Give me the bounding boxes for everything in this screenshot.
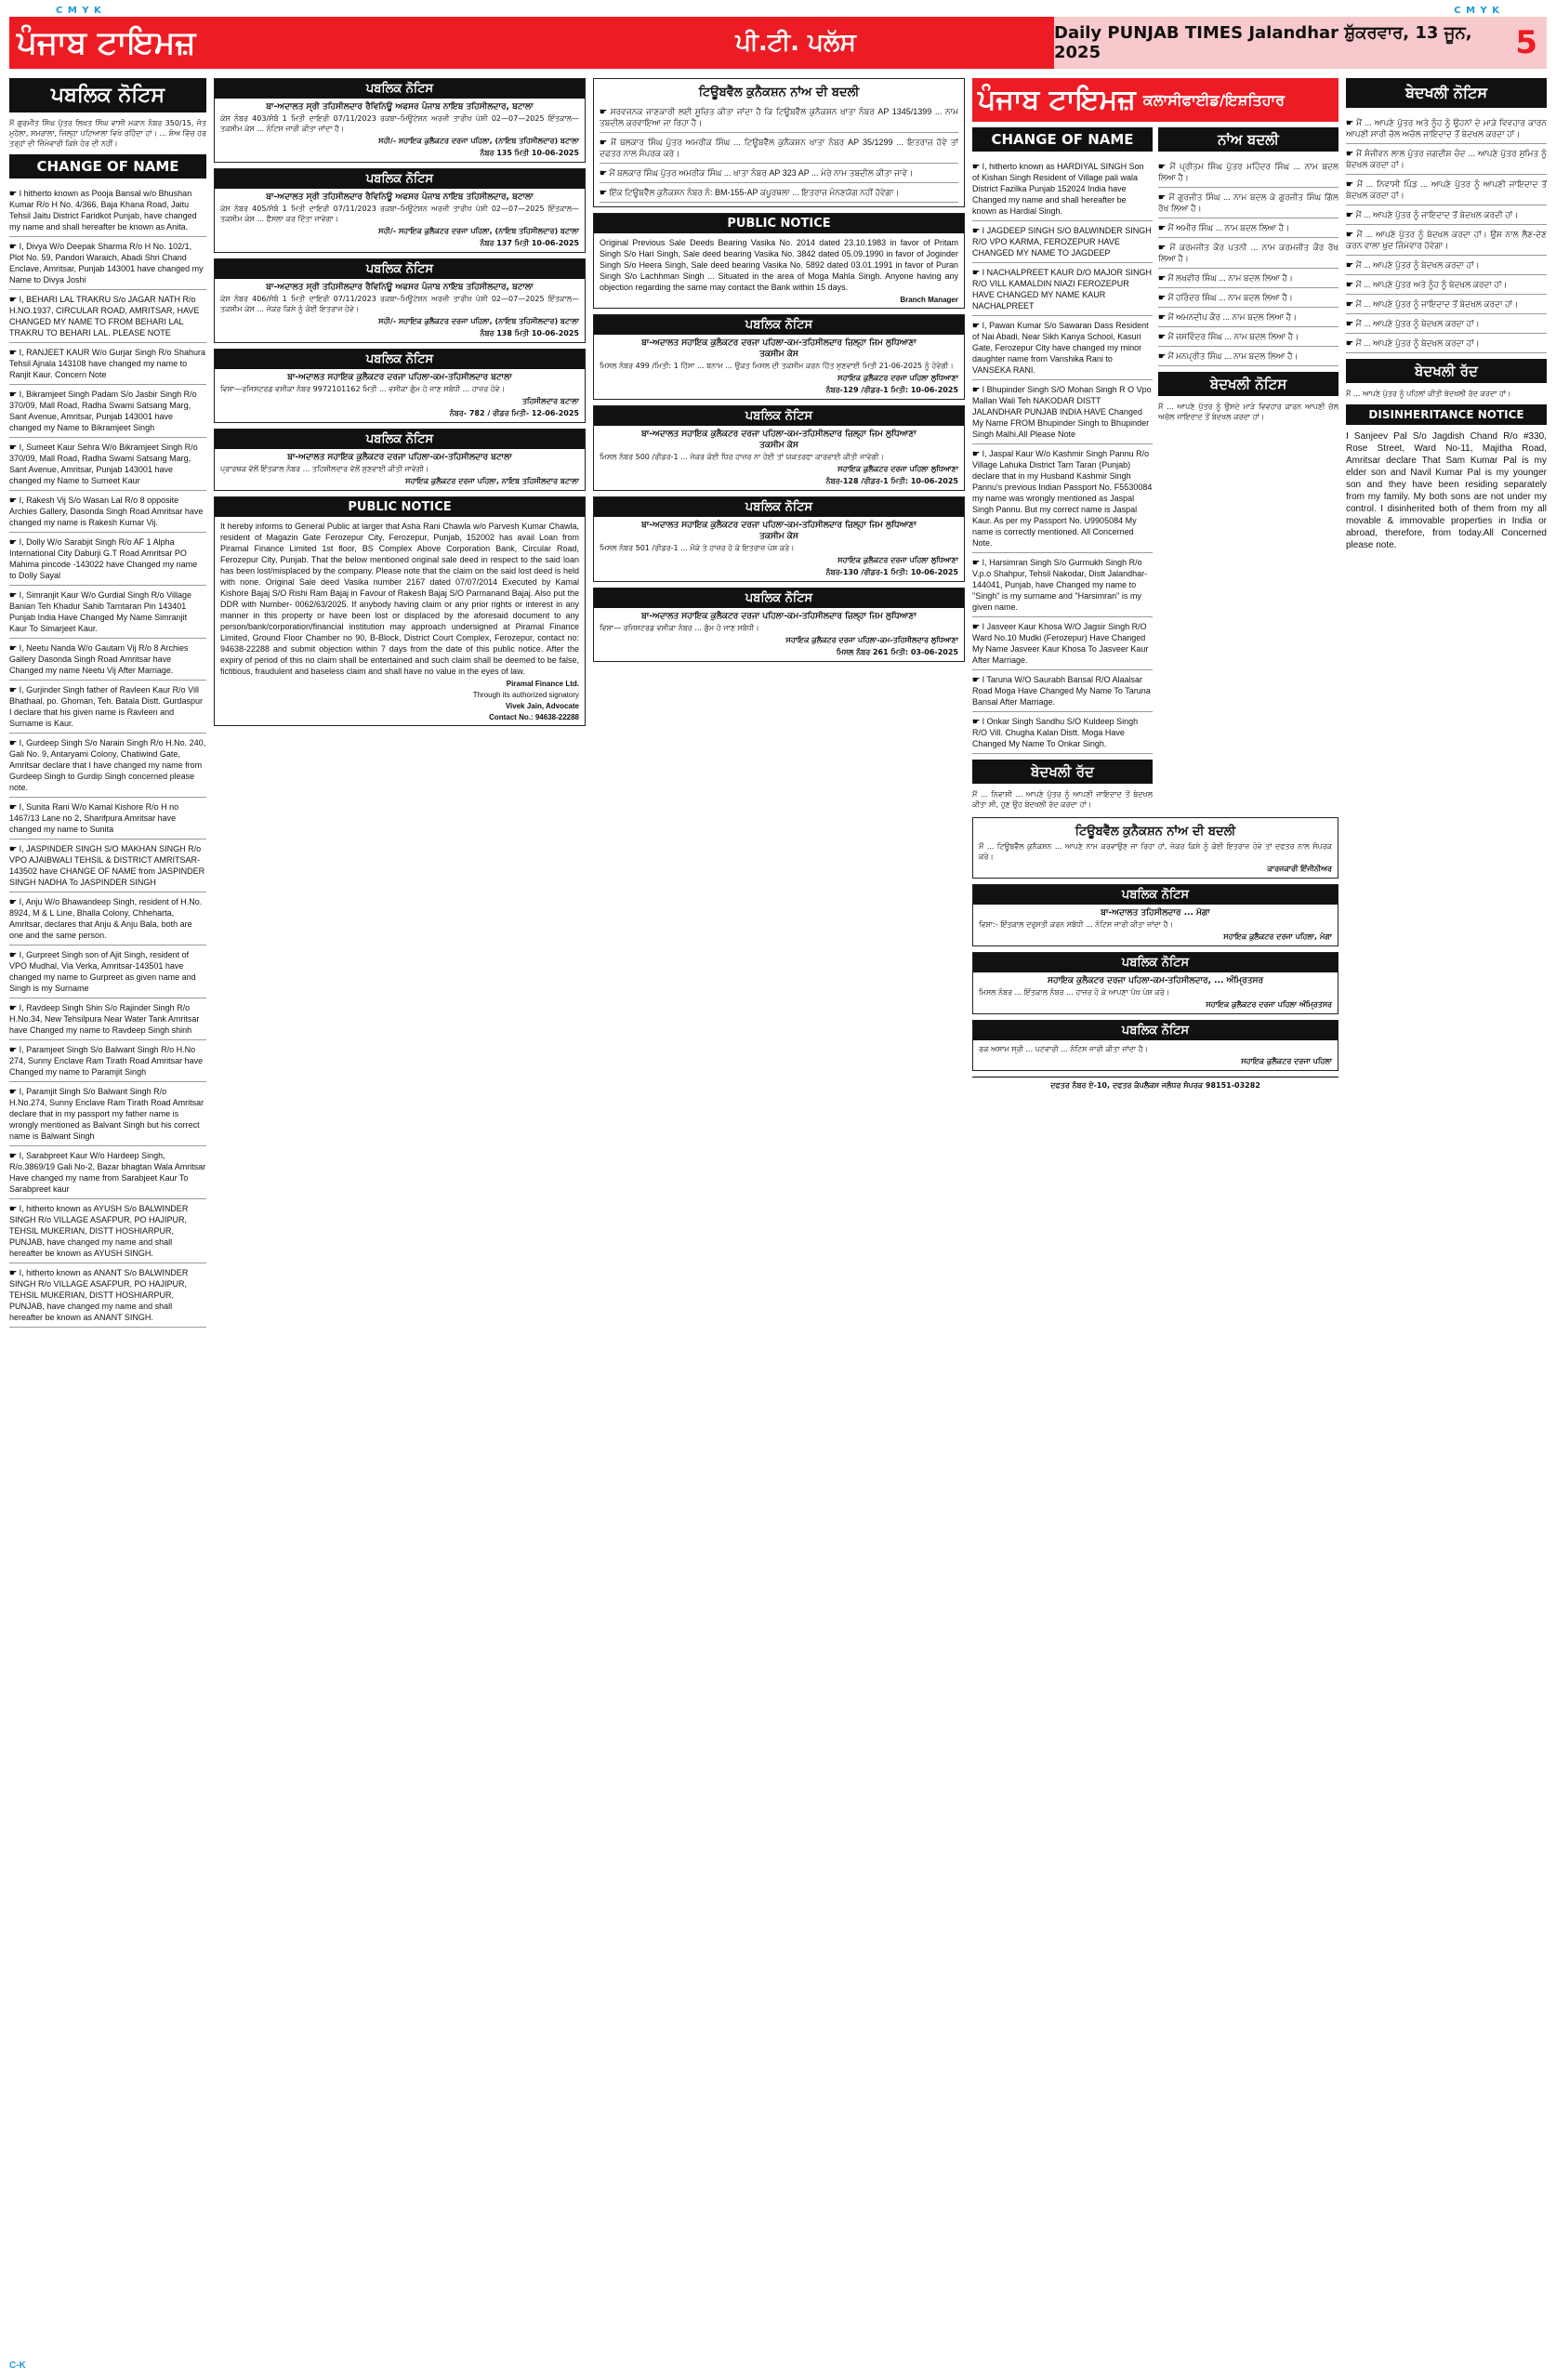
pointer-icon: ☛: [9, 496, 20, 505]
pointer-icon: ☛: [1158, 293, 1168, 302]
notice-signature: ਤਹਿਸੀਲਦਾਰ ਬਟਾਲਾ: [521, 397, 579, 405]
notice-item: [9, 892, 206, 945]
newspaper-logo: ਪੰਜਾਬ ਟਾਇਮਜ਼: [17, 24, 196, 61]
pointer-icon: ☛: [972, 162, 982, 171]
pointer-icon: ☛: [972, 622, 982, 631]
notice-title: ਪਬਲਿਕ ਨੋਟਿਸ: [215, 350, 585, 369]
notice-subtitle: ਬਾ-ਅਦਾਲਤ ਸ੍ਰੀ ਤਹਿਸੀਲਦਾਰ ਰੈਵਿਨਿਊ ਅਫਸਰ ਪੰਜਾਬ ਨਾਇਬ ਤਹਿਸੀਲਦਾਰ, ਬਟਾਲਾ: [266, 192, 534, 202]
pointer-icon: ☛: [972, 449, 982, 458]
notice-subtitle: ਬਾ-ਅਦਾਲਤ ਸਹਾਇਕ ਕੁਲੈਕਟਰ ਦਰਜਾ ਪਹਿਲਾ-ਕਮ-ਤਹਿਸੀਲਦਾਰ ਜ਼ਿਲ੍ਹਾ ਜਿਮ ਲੁਧਿਆਣਾ: [641, 338, 916, 348]
pointer-icon: ☛: [1158, 162, 1170, 171]
bank-notice-title: PUBLIC NOTICE: [594, 214, 964, 233]
bedakhli-notice-title: ਬੇਦਖਲੀ ਨੋਟਿਸ: [1158, 372, 1338, 396]
notice-text: I, Dolly W/o Sarabjit Singh R/o AF 1 Alpha International City Daburji G.T Road Amritsar PO Mahima pincode -143022 have Changed my name to Dolly Sayal: [9, 537, 198, 580]
pointer-icon: ☛: [972, 321, 982, 330]
masthead-date-area: [1054, 17, 1547, 69]
notice-item: [9, 639, 206, 681]
notice-item: [9, 840, 206, 892]
pointer-icon: ☛: [1158, 243, 1170, 252]
notice-item: [972, 221, 1153, 263]
change-of-name-banner: CHANGE OF NAME: [9, 154, 206, 178]
notice-text: ਮੈਂ ... ਆਪਣੇ ਪੁੱਤਰ ਅਤੇ ਨੂੰਹ ਨੂੰ ਬੇਦਖਲ ਕਰਦਾ ਹਾਂ।: [1355, 280, 1508, 289]
notice-title: ਪਬਲਿਕ ਨੋਟਿਸ: [215, 430, 585, 449]
notice-body: ਮਿਸਲ ਨੰਬਰ 499 /ਮਿਤੀ: 1 ਹਿੱਸਾ ... ਬਨਾਮ ... ਉਕਤ ਮਿਸਲ ਦੀ ਤਕਸੀਮ ਕਰਨ ਹਿੱਤ ਸੁਣਵਾਈ ਮਿਤੀ 21-06-2025 ਨੂੰ ਹੋਵੇਗੀ।: [600, 362, 954, 370]
column-3: [593, 78, 965, 2343]
notice-text: ਮੈਂ ਮਨਪ੍ਰੀਤ ਸਿੰਘ ... ਨਾਮ ਬਦਲ ਲਿਆ ਹੈ।: [1167, 351, 1299, 361]
notice-subtitle: ਬਾ-ਅਦਾਲਤ ਸ੍ਰੀ ਤਹਿਸੀਲਦਾਰ ਰੈਵਿਨਿਊ ਅਫਸਰ ਪੰਜਾਬ ਨਾਇਬ ਤਹਿਸੀਲਦਾਰ, ਬਟਾਲਾ: [266, 102, 534, 112]
notice-text: I Taruna W/O Saurabh Bansal R/O Alaalsar Road Moga Have Changed My Name To Taruna Bansal After Marriage.: [972, 675, 1151, 707]
notice-item: [9, 1263, 206, 1328]
tubewell-name-change: [593, 78, 965, 207]
notice-signature: ਸਹਾਇਕ ਕੁਲੈਕਟਰ ਦਰਜਾ ਪਹਿਲਾ ਲੁਧਿਆਣਾ: [837, 556, 958, 564]
change-of-name-entries: [972, 157, 1153, 754]
notice-signature: ਸਹੀ/- ਸਹਾਇਕ ਕੁਲੈਕਟਰ ਦਰਜਾ ਪਹਿਲਾ, (ਨਾਇਬ ਤਹਿਸੀਲਦਾਰ) ਬਟਾਲਾ: [378, 137, 579, 145]
public-notice-box: [593, 405, 965, 491]
notice-c-title: ਪਬਲਿਕ ਨੋਟਿਸ: [973, 1021, 1338, 1040]
notice-item: [1346, 225, 1547, 256]
notice-reference: ਨੰਬਰ 138 ਮਿਤੀ 10-06-2025: [480, 329, 579, 337]
change-of-name-title: CHANGE OF NAME: [972, 127, 1153, 152]
public-notice-a: [972, 884, 1338, 946]
notice-title: ਪਬਲਿਕ ਨੋਟਿਸ: [594, 315, 964, 335]
pointer-icon: ☛: [1158, 312, 1168, 322]
notice-signature: ਸਹਾਇਕ ਕੁਲੈਕਟਰ ਦਰਜਾ ਪਹਿਲਾ ਲੁਧਿਆਣਾ: [837, 465, 958, 473]
pointer-icon: ☛: [9, 242, 20, 251]
notice-item: [600, 183, 958, 203]
notice-item: [1158, 327, 1338, 347]
public-notice-box: [214, 78, 586, 163]
notice-text: ਮੈਂ ਹਰਿੰਦਰ ਸਿੰਘ ... ਨਾਮ ਬਦਲ ਲਿਆ ਹੈ।: [1167, 293, 1293, 302]
notice-body: ਮਿਸਲ ਨੰਬਰ 500 /ਰੀਡਰ-1 ... ਜੇਕਰ ਕੋਈ ਧਿਰ ਹਾਜ਼ਰ ਨਾ ਹੋਈ ਤਾਂ ਯਕਤਰਫਾ ਕਾਰਵਾਈ ਕੀਤੀ ਜਾਵੇਗੀ।: [600, 453, 884, 461]
notice-body: ਮਿਸਲ ਨੰਬਰ 501 /ਰੀਡਰ-1 ... ਮੌਕੇ ਤੇ ਹਾਜ਼ਰ ਹੋ ਕੇ ਇਤਰਾਜ਼ ਪੇਸ਼ ਕਰੇ।: [600, 544, 795, 552]
notice-a-body: ਵਿਸ਼ਾ:- ਇੰਤਕਾਲ ਦਰੁਸਤੀ ਕਰਨ ਸਬੰਧੀ ... ਨੋਟਿਸ ਜਾਰੀ ਕੀਤਾ ਜਾਂਦਾ ਹੈ।: [979, 920, 1173, 929]
notice-body: ਕੇਸ ਨੰਬਰ 403/ਸੰਬੰ 1 ਮਿਤੀ ਦਾਇਰੀ 07/11/2023 ਰਕਬਾ–ਮਿਊਟੇਸ਼ਨ ਅਰਜ਼ੀ ਤਾਰੀਖ ਪੇਸ਼ੀ 02—07—2025 ਇੰਤਕਾਲ—ਤਕਸੀਮ ਕੇਸ ... ਨੋਟਿਸ ਜਾਰੀ ਕੀਤਾ ਜਾਂਦਾ ਹੈ।: [220, 114, 579, 133]
notice-c-sig: ਸਹਾਇਕ ਕੁਲੈਕਟਰ ਦਰਜਾ ਪਹਿਲਾ: [1241, 1057, 1332, 1065]
public-notice-box: [593, 496, 965, 582]
notice-item: [1158, 188, 1338, 218]
notice-text: ਮੈਂ ... ਆਪਣੇ ਪੁੱਤਰ ਨੂੰ ਬੇਦਖਲ ਕਰਦਾ ਹਾਂ।: [1355, 260, 1480, 270]
public-notice-b: [972, 952, 1338, 1014]
notice-item: [1158, 238, 1338, 269]
english-sig-1: Piramal Finance Ltd.: [506, 680, 579, 688]
bank-public-notice: [593, 213, 965, 309]
notice-item: [9, 798, 206, 840]
notice-item: [9, 734, 206, 798]
notice-item: [600, 102, 958, 133]
notice-reference: ਨੰਬਰ-130 /ਰੀਡਰ-1 ਮਿਤੀ: 10-06-2025: [825, 568, 958, 576]
pointer-icon: ☛: [600, 188, 610, 197]
pointer-icon: ☛: [1346, 319, 1356, 328]
bedakhli-radd-banner: ਬੇਦਖਲੀ ਰੱਦ: [1346, 359, 1547, 383]
tubewell-c4-title: ਟਿਊਬਵੈੱਲ ਕੁਨੈਕਸ਼ਨ ਨਾਂਅ ਦੀ ਬਦਲੀ: [1075, 825, 1236, 839]
notice-text: ਮੈਂ ... ਆਪਣੇ ਪੁੱਤਰ ਨੂੰ ਬੇਦਖਲ ਕਰਦਾ ਹਾਂ। ਉਸ ਨਾਲ ਲੈਣ-ਦੇਣ ਕਰਨ ਵਾਲਾ ਖੁਦ ਜ਼ਿੰਮੇਵਾਰ ਹੋਵੇਗਾ।: [1346, 230, 1547, 250]
notice-signature: ਸਹੀ/- ਸਹਾਇਕ ਕੁਲੈਕਟਰ ਦਰਜਾ ਪਹਿਲਾ, (ਨਾਇਬ ਤਹਿਸੀਲਦਾਰ) ਬਟਾਲਾ: [378, 317, 579, 325]
pointer-icon: ☛: [9, 1268, 20, 1277]
notice-text: ਮੈਂ ਅਮਨਦੀਪ ਕੌਰ ... ਨਾਮ ਬਦਲ ਲਿਆ ਹੈ।: [1167, 312, 1298, 322]
notice-item: [1346, 205, 1547, 225]
notice-text: ਇੱਕ ਟਿਊਬਵੈੱਲ ਕੁਨੈਕਸ਼ਨ ਨੰਬਰ ਨੰ: BM-155-AP ਕਪੂਰਥਲਾ ... ਇਤਰਾਜ਼ ਮੰਨਣਯੋਗ ਨਹੀਂ ਹੋਵੇਗਾ।: [609, 188, 900, 197]
bedakhli-radd-title: ਬੇਦਖਲੀ ਰੱਦ: [972, 760, 1153, 784]
notice-text: ਮੈਂ ਬਲਕਾਰ ਸਿੰਘ ਪੁੱਤਰ ਅਮਰੀਕ ਸਿੰਘ ... ਖਾਤਾ ਨੰਬਰ AP 323 AP ... ਮੇਰੇ ਨਾਮ ਤਬਦੀਲ ਕੀਤਾ ਜਾਵੇ।: [609, 168, 914, 178]
notice-a-sig: ਸਹਾਇਕ ਕੁਲੈਕਟਰ ਦਰਜਾ ਪਹਿਲਾ, ਮੋਗਾ: [1223, 932, 1332, 941]
notice-item: [9, 343, 206, 385]
bedakhli-radd-body: ਮੈਂ ... ਨਿਵਾਸੀ ... ਆਪਣੇ ਪੁੱਤਰ ਨੂੰ ਆਪਣੀ ਜਾਇਦਾਦ ਤੋਂ ਬੇਦਖਲ ਕੀਤਾ ਸੀ, ਹੁਣ ਉਹ ਬੇਦਖਲੀ ਰੱਦ ਕਰਦਾ ਹਾਂ।: [972, 790, 1153, 809]
notice-reference: ਮਿਸਲ ਨੰਬਰ 261 ਮਿਤੀ: 03-06-2025: [836, 648, 958, 656]
notice-signature: ਸਹਾਇਕ ਕੁਲੈਕਟਰ ਦਰਜਾ ਪਹਿਲਾ ਲੁਧਿਆਣਾ: [837, 374, 958, 382]
notice-title: ਪਬਲਿਕ ਨੋਟਿਸ: [215, 259, 585, 279]
notice-text: I, RANJEET KAUR W/o Gurjar Singh R/o Shahura Tehsil Ajnala 143108 have changed my name to Ranjit Kaur. Concern Note: [9, 348, 205, 379]
notice-item: [1346, 295, 1547, 314]
cmyk-mark-left: C M Y K: [56, 6, 102, 16]
notice-subtitle: ਬਾ-ਅਦਾਲਤ ਸ੍ਰੀ ਤਹਿਸੀਲਦਾਰ ਰੈਵਿਨਿਊ ਅਫਸਰ ਪੰਜਾਬ ਨਾਇਬ ਤਹਿਸੀਲਦਾਰ, ਬਟਾਲਾ: [266, 283, 534, 292]
pointer-icon: ☛: [9, 897, 20, 906]
notice-text: I, Anju W/o Bhawandeep Singh, resident of H.No. 8924, M & L Line, Bhalla Colony, Chheharta, Amritsar, declares that Anju & Anju Bala, both are one and the same person.: [9, 897, 203, 940]
pointer-icon: ☛: [1158, 192, 1169, 202]
notice-text: ਮੈਂ ... ਨਿਵਾਸੀ ਪਿੰਡ ... ਆਪਣੇ ਪੁੱਤਰ ਨੂੰ ਆਪਣੀ ਜਾਇਦਾਦ ਤੋਂ ਬੇਦਖਲ ਕਰਦਾ ਹਾਂ।: [1346, 179, 1547, 200]
notice-c-body: ਰਕ ਅਸਾਮ ਸ੍ਰੀ ... ਪਟਵਾਰੀ ... ਨੋਟਿਸ ਜਾਰੀ ਕੀਤਾ ਜਾਂਦਾ ਹੈ।: [979, 1045, 1149, 1053]
pointer-icon: ☛: [600, 107, 611, 116]
notice-signature: ਸਹਾਇਕ ਕੁਲੈਕਟਰ ਦਰਜਾ ਪਹਿਲਾ-ਕਮ-ਤਹਿਸੀਲਦਾਰ ਲੁਧਿਆਣਾ: [785, 636, 958, 644]
notice-item: [9, 184, 206, 237]
notice-subtitle-2: ਤਕਸੀਮ ਕੇਸ: [759, 532, 798, 541]
notice-item: [1346, 314, 1547, 334]
notice-item: [9, 1082, 206, 1146]
pointer-icon: ☛: [9, 950, 20, 959]
notice-b-sub: ਸਹਾਇਕ ਕੁਲੈਕਟਰ ਦਰਜਾ ਪਹਿਲਾ-ਕਮ-ਤਹਿਸੀਲਦਾਰ, ... ਅੰਮ੍ਰਿਤਸਰ: [1047, 976, 1264, 985]
notice-subtitle: ਬਾ-ਅਦਾਲਤ ਸਹਾਇਕ ਕੁਲੈਕਟਰ ਦਰਜਾ ਪਹਿਲਾ-ਕਮ-ਤਹਿਸੀਲਦਾਰ ਬਟਾਲਾ: [287, 373, 512, 382]
notice-text: I Onkar Singh Sandhu S/O Kuldeep Singh R/O Vill. Chugha Kalan Distt. Moga Have Changed My Name To Onkar Singh.: [972, 717, 1139, 748]
bank-notice-body: Original Previous Sale Deeds Bearing Vasika No. 2014 dated 23.10.1983 in favor of Pritam Singh S/o Hari Singh, Sale deed bearing Vasika No. 3842 dated 05.09.1990 in favor of Joginder Singh S/o Heera Singh, Sale deed bearing Vasika No. 5892 dated 03.01.1991 in favor of Puran Singh S/o Lachhman Singh ... Situated in the area of Moga Mahla Singh. Anyone having any objection regarding the same may contact the Bank within 15 days.: [600, 238, 958, 292]
notice-text: I, hitherto known as HARDIYAL SINGH Son of Kishan Singh Resident of Village pali wala District Fazilka Punjab 152024 India have Changed my name and shall hereafter be known as Hardial Singh.: [972, 162, 1144, 216]
pointer-icon: ☛: [9, 1045, 20, 1054]
notice-item: [1346, 175, 1547, 205]
notice-subtitle-2: ਤਕਸੀਮ ਕੇਸ: [759, 350, 798, 359]
notice-text: ਮੈਂ ਜਸਵਿੰਦਰ ਸਿੰਘ ... ਨਾਮ ਬਦਲ ਲਿਆ ਹੈ।: [1167, 332, 1299, 341]
notice-text: I, Bikramjeet Singh Padam S/o Jasbir Singh R/o 370/09, Mall Road, Radha Swami Satsang Marg, Sant Avenue, Amritsar, Punjab 143001 have changed my Name to Bikramjeet Singh: [9, 390, 197, 432]
notice-subtitle: ਬਾ-ਅਦਾਲਤ ਸਹਾਇਕ ਕੁਲੈਕਟਰ ਦਰਜਾ ਪਹਿਲਾ-ਕਮ-ਤਹਿਸੀਲਦਾਰ ਜ਼ਿਲ੍ਹਾ ਜਿਮ ਲੁਧਿਆਣਾ: [641, 430, 916, 439]
pointer-icon: ☛: [9, 685, 20, 694]
pointer-icon: ☛: [600, 168, 610, 178]
pointer-icon: ☛: [1346, 280, 1356, 289]
notice-item: [9, 533, 206, 586]
notice-item: [972, 617, 1153, 670]
public-notice-box: [593, 314, 965, 400]
notice-item: [9, 681, 206, 734]
notice-item: [972, 157, 1153, 221]
bedakhli-notice-banner: ਬੇਦਖਲੀ ਨੋਟਿਸ: [1346, 78, 1547, 108]
notice-text: I, Pawan Kumar S/o Sawaran Dass Resident of Nai Abadi, Near Sikh Kanya School, Kasuri Gate, Ferozepur City have changed my minor daughter name from Vanshika Rani to VANSEKA RANI.: [972, 321, 1149, 375]
notice-item: [600, 133, 958, 164]
pointer-icon: ☛: [1346, 179, 1357, 189]
issue-date: Daily PUNJAB TIMES Jalandhar ਸ਼ੁੱਕਰਵਾਰ, 13 ਜੂਨ, 2025: [1054, 23, 1472, 62]
notice-item: [1158, 288, 1338, 308]
public-notice-banner: ਪਬਲਿਕ ਨੋਟਿਸ: [9, 78, 206, 112]
classified-logo: ਪੰਜਾਬ ਟਾਇਮਜ਼: [978, 84, 1136, 116]
pointer-icon: ☛: [1346, 299, 1356, 309]
notice-signature: ਸਹਾਇਕ ਕੁਲੈਕਟਰ ਦਰਜਾ ਪਹਿਲਾ, ਨਾਇਬ ਤਹਿਸੀਲਦਾਰ ਬਟਾਲਾ: [405, 477, 579, 485]
page-number: 5: [1515, 24, 1537, 61]
classified-left: [972, 127, 1153, 810]
notice-text: I, Harsimran Singh S/o Gurmukh Singh R/o V.p.o Shahpur, Tehsil Nakodar, Distt Jalandhar-144041, Punjab, have Changed my name to "Singh" is my surname and "Harsimran" is my given name.: [972, 558, 1148, 612]
pointer-icon: ☛: [9, 390, 20, 399]
notice-item: [9, 1199, 206, 1263]
english-public-notice: [214, 496, 586, 726]
notice-text: I, hitherto known as AYUSH S/o BALWINDER SINGH R/o VILLAGE ASAFPUR, PO HAJIPUR, TEHSIL MUKERIAN, DISTT HOSHIARPUR, PUNJAB, have changed my name and shall hereafter be known as AYUSH SINGH.: [9, 1204, 189, 1258]
naam-badli-title: ਨਾਂਅ ਬਦਲੀ: [1158, 127, 1338, 152]
notice-text: ਮੈਂ ਪ੍ਰੀਤਮ ਸਿੰਘ ਪੁੱਤਰ ਮਹਿੰਦਰ ਸਿੰਘ ... ਨਾਮ ਬਦਲ ਲਿਆ ਹੈ।: [1158, 162, 1338, 182]
notice-item: [9, 491, 206, 533]
notice-item: [972, 316, 1153, 380]
notice-text: I, JASPINDER SINGH S/O MAKHAN SINGH R/o VPO AJAIBWALI TEHSIL & DISTRICT AMRITSAR-143502 have CHANGE OF NAME from JASPINDER SINGH NADHA To JASPINDER SINGH: [9, 844, 205, 887]
notice-title: ਪਬਲਿਕ ਨੋਟਿਸ: [594, 497, 964, 517]
notice-text: I Jasveer Kaur Khosa W/O Jagsir Singh R/O Ward No.10 Mudki (Ferozepur) Have Changed My Name Jasveer Kaur Khosa To Jasveer Kaur After Marriage.: [972, 622, 1149, 665]
notice-body: ਵਿਸ਼ਾ—ਰਜਿਸਟਰਡ ਵਸੀਕਾ ਨੰਬਰ 9972101162 ਮਿਤੀ ... ਵਸੀਕਾ ਗੁੰਮ ਹੋ ਜਾਣ ਸਬੰਧੀ ... ਹਾਜ਼ਰ ਹੋਵੇ।: [220, 385, 506, 393]
notice-text: I, Neetu Nanda W/o Gautam Vij R/o 8 Archies Gallery Dasonda Singh Road Amritsar have Changed my name Neetu Vij After Marriage.: [9, 643, 189, 675]
notice-item: [9, 1040, 206, 1082]
masthead: [9, 17, 1547, 69]
column-5: [1346, 78, 1547, 2343]
notice-reference: ਨੰਬਰ 135 ਮਿਤੀ 10-06-2025: [480, 149, 579, 157]
pointer-icon: ☛: [972, 717, 982, 726]
notice-body: ਪ੍ਰਾਰਥਕ ਵੱਲੋਂ ਇੰਤਕਾਲ ਨੰਬਰ ... ਤਹਿਸੀਲਦਾਰ ਵੱਲੋਂ ਸੁਣਵਾਈ ਕੀਤੀ ਜਾਵੇਗੀ।: [220, 465, 429, 473]
public-notice-box: [214, 168, 586, 253]
notice-text: ਮੈਂ ਕਰਮਜੀਤ ਕੌਰ ਪਤਨੀ ... ਨਾਮ ਕਰਮਜੀਤ ਕੌਰ ਰੱਖ ਲਿਆ ਹੈ।: [1158, 243, 1338, 263]
pointer-icon: ☛: [9, 1087, 20, 1096]
pointer-icon: ☛: [972, 385, 982, 394]
notice-text: I, Sarabpreet Kaur W/o Hardeep Singh, R/o.3869/19 Gali No-2, Bazar bhagtan Wala Amritsar Have changed my name from Sarabjeet Kaur To Sarabpreet kaur: [9, 1151, 206, 1194]
notice-item: [1346, 256, 1547, 275]
notice-item: [1158, 308, 1338, 327]
notice-item: [9, 237, 206, 290]
notice-title: ਪਬਲਿਕ ਨੋਟਿਸ: [594, 406, 964, 426]
notice-text: ਸਰਵਜਨਕ ਜਾਣਕਾਰੀ ਲਈ ਸੂਚਿਤ ਕੀਤਾ ਜਾਂਦਾ ਹੈ ਕਿ ਟਿਊਬਵੈੱਲ ਕੁਨੈਕਸ਼ਨ ਖਾਤਾ ਨੰਬਰ AP 1345/1399 ... ਨਾਮ ਤਬਦੀਲ ਕਰਵਾਇਆ ਜਾ ਰਿਹਾ ਹੈ।: [600, 107, 958, 127]
pointer-icon: ☛: [972, 226, 982, 235]
classified-right: [1158, 127, 1338, 810]
bedakhli-notice-body: ਮੈਂ ... ਆਪਣੇ ਪੁੱਤਰ ਨੂੰ ਉਸਦੇ ਮਾੜੇ ਵਿਵਹਾਰ ਕਾਰਨ ਆਪਣੀ ਚੱਲ ਅਚੱਲ ਜਾਇਦਾਦ ਤੋਂ ਬੇਦਖਲ ਕਰਦਾ ਹਾਂ।: [1158, 403, 1338, 421]
notice-text: ਮੈਂ ... ਆਪਣੇ ਪੁੱਤਰ ਨੂੰ ਬੇਦਖਲ ਕਰਦਾ ਹਾਂ।: [1355, 338, 1480, 348]
notice-reference: ਨੰਬਰ 137 ਮਿਤੀ 10-06-2025: [480, 239, 579, 247]
pointer-icon: ☛: [9, 844, 20, 853]
tubewell-c4-body: ਮੈਂ ... ਟਿਊਬਵੈੱਲ ਕੁਨੈਕਸ਼ਨ ... ਆਪਣੇ ਨਾਮ ਕਰਵਾਉਣ ਜਾ ਰਿਹਾ ਹਾਂ, ਜੇਕਰ ਕਿਸੇ ਨੂੰ ਕੋਈ ਇਤਰਾਜ਼ ਹੋਵੇ ਤਾਂ ਦਫਤਰ ਨਾਲ ਸੰਪਰਕ ਕਰੇ।: [979, 842, 1332, 861]
notice-item: [972, 263, 1153, 316]
pointer-icon: ☛: [9, 643, 20, 653]
section-name: ਪੀ.ਟੀ. ਪਲੱਸ: [537, 17, 1054, 69]
notice-reference: ਨੰਬਰ-129 /ਰੀਡਰ-1 ਮਿਤੀ: 10-06-2025: [825, 386, 958, 394]
notice-text: I hitherto known as Pooja Bansal w/o Bhushan Kumar R/o H No. 4/366, Baja Khana Road, Jaitu Tehsil Jaitu District Faridkot Punjab, have changed my name and shall hereafter be known as Anita.: [9, 189, 197, 231]
notice-text: ਮੈਂ ... ਆਪਣੇ ਪੁੱਤਰ ਨੂੰ ਜਾਇਦਾਦ ਤੋਂ ਬੇਦਖਲ ਕਰਦੀ ਹਾਂ।: [1355, 210, 1519, 219]
public-notice-c: [972, 1020, 1338, 1071]
notice-reference: ਨੰਬਰ-128 /ਰੀਡਰ-1 ਮਿਤੀ: 10-06-2025: [825, 477, 958, 485]
notice-b-sig: ਸਹਾਇਕ ਕੁਲੈਕਟਰ ਦਰਜਾ ਪਹਿਲਾ ਅੰਮ੍ਰਿਤਸਰ: [1206, 1000, 1332, 1009]
classified-banner: [972, 78, 1338, 122]
notice-item: [1158, 157, 1338, 188]
intro-notice: ਮੈਂ ਗੁਰਮੀਤ ਸਿੰਘ ਪੁੱਤਰ ਲਿਖਤ ਸਿੰਘ ਵਾਸੀ ਮਕਾਨ ਨੰਬਰ 350/15, ਜੋਤ ਮੁਹੱਲਾ, ਸਮਰਾਲਾ, ਜ਼ਿਲ੍ਹਾ ਪਟਿਆਲਾ ਵਿਖੇ ਰਹਿੰਦਾ ਹਾਂ। ... ਸ਼ੋਅ ਵਿੱਚ ਹਰ ਤਰ੍ਹਾਂ ਦੀ ਜ਼ਿੰਮੇਵਾਰੀ ਕਿਸੇ ਹੋਰ ਦੀ ਨਹੀਂ।: [9, 119, 206, 148]
pointer-icon: ☛: [972, 558, 982, 567]
column-1: [9, 78, 206, 2343]
classified-split: [972, 127, 1338, 810]
tubewell-title: ਟਿਊਬਵੈੱਲ ਕੁਨੈਕਸ਼ਨ ਨਾਂਅ ਦੀ ਬਦਲੀ: [698, 86, 860, 99]
pointer-icon: ☛: [9, 590, 20, 600]
pointer-icon: ☛: [9, 189, 20, 198]
tubewell-c4-sig: ਕਾਰਜਕਾਰੀ ਇੰਜੀਨੀਅਰ: [1267, 865, 1332, 873]
notice-title: ਪਬਲਿਕ ਨੋਟਿਸ: [215, 79, 585, 99]
pointer-icon: ☛: [9, 443, 20, 452]
notice-text: ਮੈਂ ... ਆਪਣੇ ਪੁੱਤਰ ਅਤੇ ਨੂੰਹ ਨੂੰ ਉਹਨਾਂ ਦੇ ਮਾੜੇ ਵਿਵਹਾਰ ਕਾਰਨ ਆਪਣੀ ਸਾਰੀ ਚੱਲ ਅਚੱਲ ਜਾਇਦਾਦ ਤੋਂ ਬੇਦਖਲ ਕਰਦਾ ਹਾਂ।: [1346, 118, 1547, 139]
public-notice-box: [214, 349, 586, 423]
pointer-icon: ☛: [600, 138, 612, 147]
notice-subtitle: ਬਾ-ਅਦਾਲਤ ਸਹਾਇਕ ਕੁਲੈਕਟਰ ਦਰਜਾ ਪਹਿਲਾ-ਕਮ-ਤਹਿਸੀਲਦਾਰ ਬਟਾਲਾ: [287, 453, 512, 462]
tubewell-notices: [600, 102, 958, 203]
notice-reference: ਨੰਬਰ- 782 / ਰੀਡਰ ਮਿਤੀ- 12-06-2025: [449, 409, 579, 417]
notice-item: [9, 945, 206, 998]
notice-text: I JAGDEEP SINGH S/O BALWINDER SINGH R/O VPO KARMA, FEROZEPUR HAVE CHANGED MY NAME TO JAGDEEP: [972, 226, 1152, 258]
pointer-icon: ☛: [1158, 351, 1168, 361]
tubewell-notice-c4: [972, 817, 1338, 879]
notice-item: [600, 164, 958, 183]
notice-item: [9, 290, 206, 343]
notice-text: I, Paramjeet Singh S/o Balwant Singh R/o H.No 274, Sunny Enclave Ram Tirath Road Amritsar have Changed my name to Paramjit Singh: [9, 1045, 204, 1077]
notice-text: I, Gurdeep Singh S/o Narain Singh R/o H.No. 240, Gali No. 9, Antaryami Colony, Chatiwind Gate, Amritsar declare that I have changed my name from Gurdeep Singh to Gurdip Singh concerned please note.: [9, 738, 206, 792]
notice-item: [972, 444, 1153, 553]
notice-item: [9, 385, 206, 438]
notice-subtitle-2: ਤਕਸੀਮ ਕੇਸ: [759, 441, 798, 450]
notice-item: [9, 998, 206, 1040]
notice-a-sub: ਬਾ-ਅਦਾਲਤ ਤਹਿਸੀਲਦਾਰ ... ਮੋਗਾ: [1101, 908, 1210, 918]
pointer-icon: ☛: [1346, 338, 1356, 348]
notice-item: [1158, 269, 1338, 288]
pointer-icon: ☛: [9, 537, 20, 547]
pointer-icon: ☛: [9, 738, 20, 747]
notice-text: I NACHALPREET KAUR D/O MAJOR SINGH R/O VILL KAMALDIN NIAZI FEROZEPUR HAVE CHANGED MY NAME KAUR NACHALPREET: [972, 268, 1152, 311]
english-notice-body: It hereby informs to General Public at larger that Asha Rani Chawla w/o Parvesh Kumar Chawla, resident of Magazin Gate Ferozepur City, Ferozepur, Punjab, 152002 has avail Loan from Piramal Finance Limited 1st floor, BS Complex Above Corporation Bank, Circular Road, Ferozepur City, Punjab. That the below mentioned original sale deed in respect to the said loan has been lost/misplaced by the company. Please note that the claim on the said lost deed is held with none. Original Sale deed Vasika number 2167 dated 07/07/2014 Executed by Kamal Kishore Bajaj S/O Rishi Ram Bajaj in Favour of Rakesh Bajaj S/O Parmanand Bajaj. Also put the DDR with Number- 0062/63/2025. If anybody having claim or any prior rights or interest in any manner in this property or have been lost or displaced by the aforesaid document to any person/bank/corporation/financial institution may approach undersigned at Piramal Finance Limited, Ground Floor Chamber no 90, B-Block, District Court Complex, Ferozepur, contact no: 94638-22288 and submit objection within 7 days from the date of this public notice. After the expiry of period of this no claim shall be entertained and such claim shall be deemed to be false, fictitious, fraudulent and baseless claim and shall have no value in the eyes of law.: [220, 522, 579, 676]
notice-item: [9, 438, 206, 491]
public-notice-box: [593, 588, 965, 662]
naam-badli-entries: [1158, 157, 1338, 366]
notice-item: [1346, 275, 1547, 295]
notice-item: [972, 670, 1153, 712]
notice-b-body: ਮਿਸਲ ਨੰਬਰ ... ਇੰਤਕਾਲ ਨੰਬਰ ... ਹਾਜ਼ਰ ਹੋ ਕੇ ਆਪਣਾ ਪੱਖ ਪੇਸ਼ ਕਰੇ।: [979, 988, 1170, 997]
english-sig-3: Vivek Jain, Advocate: [505, 702, 579, 710]
pointer-icon: ☛: [9, 1003, 20, 1012]
disinheritance-banner: DISINHERITANCE NOTICE: [1346, 404, 1547, 425]
notice-text: I, Sumeet Kaur Sehra W/o Bikramjeet Singh R/o 370/09, Mall Road, Radha Swami Satsang Marg, Sant Avenue, Amritsar, Punjab 143001 have changed my Name to Sumeet Kaur: [9, 443, 198, 485]
footer-mark: C-K: [9, 2360, 26, 2371]
notice-item: [972, 553, 1153, 617]
english-notice-title: PUBLIC NOTICE: [215, 497, 585, 517]
pointer-icon: ☛: [9, 802, 20, 812]
notice-text: I, BEHARI LAL TRAKRU S/o JAGAR NATH R/o H.NO.1937, CIRCULAR ROAD, AMRITSAR, HAVE CHANGED MY NAME TO FROM BEHARI LAL TRAKRU TO BEHARI LAL. PLEASE NOTE: [9, 295, 200, 337]
notice-text: ਮੈਂ ਅਮੀਰ ਸਿੰਘ ... ਨਾਮ ਬਦਲ ਲਿਆ ਹੈ।: [1167, 223, 1290, 232]
notice-text: I, Gurjinder Singh father of Ravleen Kaur R/o Vill Bhathaal, po. Ghoman, Teh. Batala Distt. Gurdaspur I declare that his given name is Ravleen and Surname is Kaur.: [9, 685, 203, 728]
notice-item: [9, 1146, 206, 1199]
notice-text: I, Ravdeep Singh Shin S/o Rajinder Singh R/o H.No.34, New Tehsilpura Near Water Tank Amritsar have Changed my name to Ravdeep Singh shinh: [9, 1003, 200, 1035]
public-notice-box: [214, 258, 586, 343]
notice-text: ਮੈਂ ਸੰਜੀਵਨ ਲਾਲ ਪੁੱਤਰ ਜਗਦੀਸ਼ ਚੰਦ ... ਆਪਣੇ ਪੁੱਤਰ ਸੁਮਿਤ ਨੂੰ ਬੇਦਖਲ ਕਰਦਾ ਹਾਂ।: [1346, 149, 1547, 169]
notice-a-title: ਪਬਲਿਕ ਨੋਟਿਸ: [973, 885, 1338, 905]
pointer-icon: ☛: [1158, 223, 1168, 232]
pointer-icon: ☛: [9, 295, 20, 304]
notice-text: ਮੈਂ ਲਖਵੀਰ ਸਿੰਘ ... ਨਾਮ ਬਦਲ ਲਿਆ ਹੈ।: [1167, 273, 1293, 283]
notice-body: ਵਿਸ਼ਾ— ਰਜਿਸਟਰਡ ਵਸੀਕਾ ਨੰਬਰ ... ਗੁੰਮ ਹੋ ਜਾਣ ਸਬੰਧੀ।: [600, 624, 759, 632]
notice-item: [1346, 144, 1547, 175]
pointer-icon: ☛: [972, 675, 982, 684]
notice-body: ਕੇਸ ਨੰਬਰ 405/ਸੰਬੰ 1 ਮਿਤੀ ਦਾਇਰੀ 07/11/2023 ਰਕਬਾ–ਮਿਊਟੇਸ਼ਨ ਅਰਜ਼ੀ ਤਾਰੀਖ ਪੇਸ਼ੀ 02—07—2025 ਇੰਤਕਾਲ—ਤਕਸੀਮ ਕੇਸ ... ਫੈਸਲਾ ਕਰ ਦਿੱਤਾ ਜਾਵੇਗਾ।: [220, 205, 579, 223]
notice-text: ਮੈਂ ... ਆਪਣੇ ਪੁੱਤਰ ਨੂੰ ਬੇਦਖਲ ਕਰਦਾ ਹਾਂ।: [1355, 319, 1480, 328]
notice-text: I Bhupinder Singh S/O Mohan Singh R O Vpo Mallan Wali Teh NAKODAR DISTT JALANDHAR PUNJAB INDIA HAVE Changed My Name FROM Bhupinder Singh to Bhupinder Singh Malhi.All Please Note: [972, 385, 1152, 439]
notice-item: [9, 586, 206, 639]
notice-body: ਕੇਸ ਨੰਬਰ 406/ਸੰਬੰ 1 ਮਿਤੀ ਦਾਇਰੀ 07/11/2023 ਰਕਬਾ–ਮਿਊਟੇਸ਼ਨ ਅਰਜ਼ੀ ਤਾਰੀਖ ਪੇਸ਼ੀ 02—07—2025 ਇੰਤਕਾਲ—ਤਕਸੀਮ ਕੇਸ ... ਜੇਕਰ ਕਿਸੇ ਨੂੰ ਕੋਈ ਇਤਰਾਜ਼ ਹੋਵੇ।: [220, 295, 579, 313]
notice-text: I, Simranjit Kaur W/o Gurdial Singh R/o Village Banian Teh Khadur Sahib Tarntaran Pin 143401 Punjab India Have Changed My Name Simranjit Kaur To Simarjeet Kaur.: [9, 590, 191, 633]
notice-subtitle: ਬਾ-ਅਦਾਲਤ ਸਹਾਇਕ ਕੁਲੈਕਟਰ ਦਰਜਾ ਪਹਿਲਾ-ਕਮ-ਤਹਿਸੀਲਦਾਰ ਜ਼ਿਲ੍ਹਾ ਜਿਮ ਲੁਧਿਆਣਾ: [641, 612, 916, 621]
public-notice-box: [214, 429, 586, 491]
notice-text: I, Rakesh Vij S/o Wasan Lal R/o 8 opposite Archies Gallery, Dasonda Singh Road Amritsar have changed my name is Rakesh Kumar Vij.: [9, 496, 204, 527]
ludhiana-notices: [593, 314, 965, 662]
notice-item: [1346, 334, 1547, 353]
notice-item: [1158, 218, 1338, 238]
notice-text: ਮੈਂ ... ਆਪਣੇ ਪੁੱਤਰ ਨੂੰ ਜਾਇਦਾਦ ਤੋਂ ਬੇਦਖਲ ਕਰਦਾ ਹਾਂ।: [1355, 299, 1519, 309]
pointer-icon: ☛: [1346, 260, 1356, 270]
bedakhli-list: [1346, 113, 1547, 353]
notice-text: ਮੈਂ ਬਲਕਾਰ ਸਿੰਘ ਪੁੱਤਰ ਅਮਰੀਕ ਸਿੰਘ ... ਟਿਊਬਵੈੱਲ ਕੁਨੈਕਸ਼ਨ ਖਾਤਾ ਨੰਬਰ AP 35/1299 ... ਇਤਰਾਜ਼ ਹੋਵੇ ਤਾਂ ਦਫਤਰ ਨਾਲ ਸੰਪਰਕ ਕਰੇ।: [600, 138, 958, 158]
notice-title: ਪਬਲਿਕ ਨੋਟਿਸ: [215, 169, 585, 189]
pointer-icon: ☛: [1158, 332, 1168, 341]
english-contact: Contact No.: 94638-22288: [489, 713, 579, 721]
english-sig-2: Through its authorized signatory: [472, 691, 579, 699]
pointer-icon: ☛: [9, 348, 20, 357]
bank-notice-sig: Branch Manager: [900, 296, 958, 304]
notice-title: ਪਬਲਿਕ ਨੋਟਿਸ: [594, 588, 964, 608]
notice-item: [1346, 113, 1547, 144]
notice-text: I, Gurpreet Singh son of Ajit Singh, resident of VPO Mudhal, Via Verka, Amritsar-143501 have changed my name to Gurpreet as given name and Singh is my Surname: [9, 950, 196, 993]
pointer-icon: ☛: [9, 1204, 20, 1213]
notice-signature: ਸਹੀ/- ਸਹਾਇਕ ਕੁਲੈਕਟਰ ਦਰਜਾ ਪਹਿਲਾ, (ਨਾਇਬ ਤਹਿਸੀਲਦਾਰ) ਬਟਾਲਾ: [378, 227, 579, 235]
pointer-icon: ☛: [1346, 118, 1357, 127]
notice-subtitle: ਬਾ-ਅਦਾਲਤ ਸਹਾਇਕ ਕੁਲੈਕਟਰ ਦਰਜਾ ਪਹਿਲਾ-ਕਮ-ਤਹਿਸੀਲਦਾਰ ਜ਼ਿਲ੍ਹਾ ਜਿਮ ਲੁਧਿਆਣਾ: [641, 521, 916, 530]
court-notices-list: [214, 78, 586, 491]
masthead-logo-area: [9, 17, 537, 69]
notice-text: I, hitherto known as ANANT S/o BALWINDER SINGH R/o VILLAGE ASAFPUR, PO HAJIPUR, TEHSIL MUKERIAN, DISTT HOSHIARPUR, PUNJAB, have changed my name and shall hereafter be known as ANANT SINGH.: [9, 1268, 189, 1322]
pointer-icon: ☛: [1346, 149, 1357, 158]
notice-item: [972, 380, 1153, 444]
column-2: [214, 78, 586, 2343]
pointer-icon: ☛: [972, 268, 982, 277]
notice-text: I, Jaspal Kaur W/o Kashmir Singh Pannu R/o Village Lahuka District Tarn Taran (Punjab) declare that in my Husband Kashmir Singh Pannu's previous Indian Passport No. F5530084 my name was wrongly mentioned as Jaspal Singh Pannu. But my correct name is Jaspal Kaur. As per my Passport No. U9905084 My name is correctly mentioned. All Concerned Note.: [972, 449, 1153, 548]
notice-text: I, Paramjit Singh S/o Balwant Singh R/o H.No.274, Sunny Enclave Ram Tirath Road Amritsar declare that in my passport my father name is wrongly mentioned as Balvant Singh but his correct name is Balwant Singh: [9, 1087, 204, 1141]
notice-b-title: ਪਬਲਿਕ ਨੋਟਿਸ: [973, 953, 1338, 972]
notice-text: ਮੈਂ ਗੁਰਜੀਤ ਸਿੰਘ ... ਨਾਮ ਬਦਲ ਕੇ ਗੁਰਜੀਤ ਸਿੰਘ ਗਿੱਲ ਰੱਖ ਲਿਆ ਹੈ।: [1158, 192, 1338, 213]
notice-text: I, Sunita Rani W/o Kamal Kishore R/o H no 1467/13 Lane no 2, Sharifpura Amritsar have changed my name to Sunita: [9, 802, 179, 834]
cmyk-mark-right: C M Y K: [1454, 6, 1500, 16]
disinheritance-body: I Sanjeev Pal S/o Jagdish Chand R/o #330, Rose Street, Ward No-11, Majitha Road, Amritsar declare That Sam Kumar Pal is my elder son and Navil Kumar Pal is my younger son and they have been residing separately from my family. My both sons are not under my control. I disinherited both of them from my all movable & immovable properties in India or abroad, therefore, from today.All Concerned please note.: [1346, 431, 1547, 550]
change-of-name-list: [9, 184, 206, 1328]
notice-item: [1158, 347, 1338, 366]
pointer-icon: ☛: [1346, 230, 1357, 239]
column-4: [972, 78, 1338, 2343]
pointer-icon: ☛: [1158, 273, 1168, 283]
pointer-icon: ☛: [1346, 210, 1356, 219]
classified-subtitle: ਕਲਾਸੀਫਾਈਡ/ਇਸ਼ਤਿਹਾਰ: [1142, 90, 1286, 109]
pointer-icon: ☛: [9, 1151, 20, 1160]
notice-item: [972, 712, 1153, 754]
bedakhli-radd-text: ਮੈਂ ... ਆਪਣੇ ਪੁੱਤਰ ਨੂੰ ਪਹਿਲਾਂ ਕੀਤੀ ਬੇਦਖਲੀ ਰੱਦ ਕਰਦਾ ਹਾਂ।: [1346, 390, 1511, 398]
office-contact: ਦਫਤਰ ਨੰਬਰ ਏ-10, ਦਫਤਰ ਕੰਪਲੈਕਸ ਜਲੰਧਰ ਸੰਪਰਕ 98151-03282: [972, 1077, 1338, 1091]
notice-text: I, Divya W/o Deepak Sharma R/o H No. 102/1, Plot No. 59, Pandori Waraich, Abadi Shri Chand Enclave, Amritsar, Punjab 143001 have changed my Name to Divya Joshi: [9, 242, 204, 284]
